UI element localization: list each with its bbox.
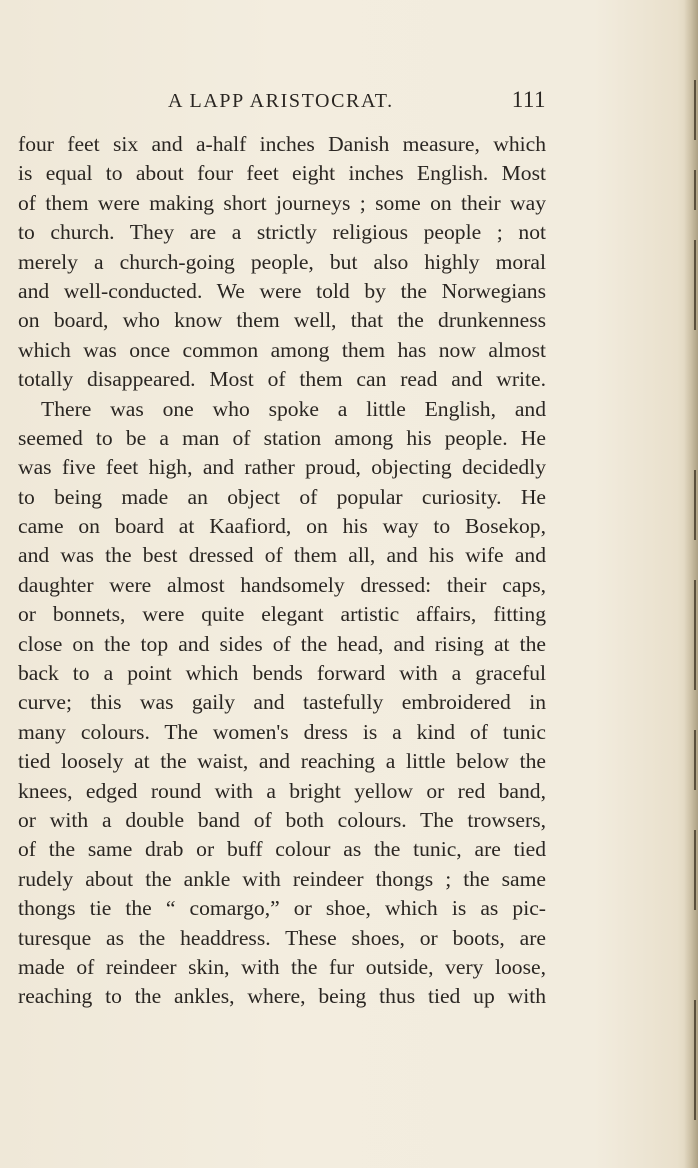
body-text <box>18 130 546 1012</box>
text-line: of the same drab or buff colour as the tunic, are tied <box>18 837 546 862</box>
paragraph-first-line: There was one who spoke a little English, and <box>41 396 546 421</box>
text-line: and was the best dressed of them all, and his wife and <box>18 543 546 568</box>
running-header <box>18 86 546 116</box>
gutter-shadow-mark <box>694 240 696 330</box>
page-number: 111 <box>511 87 546 112</box>
gutter-shadow-mark <box>694 1000 696 1120</box>
text-line: four feet six and a-half inches Danish measure, which <box>18 132 546 156</box>
text-line: seemed to be a man of station among his people. He <box>18 425 546 450</box>
text-line: totally disappeared. Most of them can read and write. <box>18 367 546 392</box>
text-line: came on board at Kaafiord, on his way to Bosekop, <box>18 514 546 539</box>
text-line: close on the top and sides of the head, and rising at the <box>18 631 546 656</box>
text-line: knees, edged round with a bright yellow or red band, <box>18 778 546 803</box>
page-gutter-edge <box>684 0 698 1168</box>
text-line: made of reindeer skin, with the fur outside, very loose, <box>18 954 546 979</box>
text-line: curve; this was gaily and tastefully embroidered in <box>18 690 546 715</box>
gutter-shadow-mark <box>694 580 696 690</box>
running-title: A LAPP ARISTOCRAT. <box>168 90 394 112</box>
text-line: rudely about the ankle with reindeer thongs ; the same <box>18 866 546 891</box>
gutter-shadow-mark <box>694 80 696 140</box>
text-line: on board, who know them well, that the drunkenness <box>18 308 546 333</box>
text-line: tied loosely at the waist, and reaching a little below the <box>18 749 546 774</box>
text-line: which was once common among them has now almost <box>18 337 546 362</box>
text-line: or with a double band of both colours. The trowsers, <box>18 807 546 832</box>
text-line: to being made an object of popular curiosity. He <box>18 484 546 509</box>
gutter-shadow-mark <box>694 730 696 790</box>
text-line: thongs tie the “ comargo,” or shoe, which is as pic- <box>18 896 546 921</box>
gutter-shadow-mark <box>694 830 696 910</box>
gutter-shadow-mark <box>694 470 696 540</box>
text-line: to church. They are a strictly religious people ; not <box>18 220 546 245</box>
text-line: and well-conducted. We were told by the Norwegians <box>18 278 546 303</box>
text-line: merely a church-going people, but also highly moral <box>18 249 546 274</box>
text-line: many colours. The women's dress is a kind of tunic <box>18 719 546 744</box>
text-line: back to a point which bends forward with a graceful <box>18 661 546 686</box>
gutter-shadow-mark <box>694 170 696 210</box>
text-line: of them were making short journeys ; some on their way <box>18 190 546 215</box>
text-line: or bonnets, were quite elegant artistic affairs, fitting <box>18 602 546 627</box>
text-line: daughter were almost handsomely dressed: their caps, <box>18 572 546 597</box>
text-line: was five feet high, and rather proud, objecting decidedly <box>18 455 546 480</box>
text-line: turesque as the headdress. These shoes, or boots, are <box>18 925 546 950</box>
text-line: is equal to about four feet eight inches English. Most <box>18 161 546 186</box>
text-line: reaching to the ankles, where, being thus tied up with <box>18 984 546 1009</box>
